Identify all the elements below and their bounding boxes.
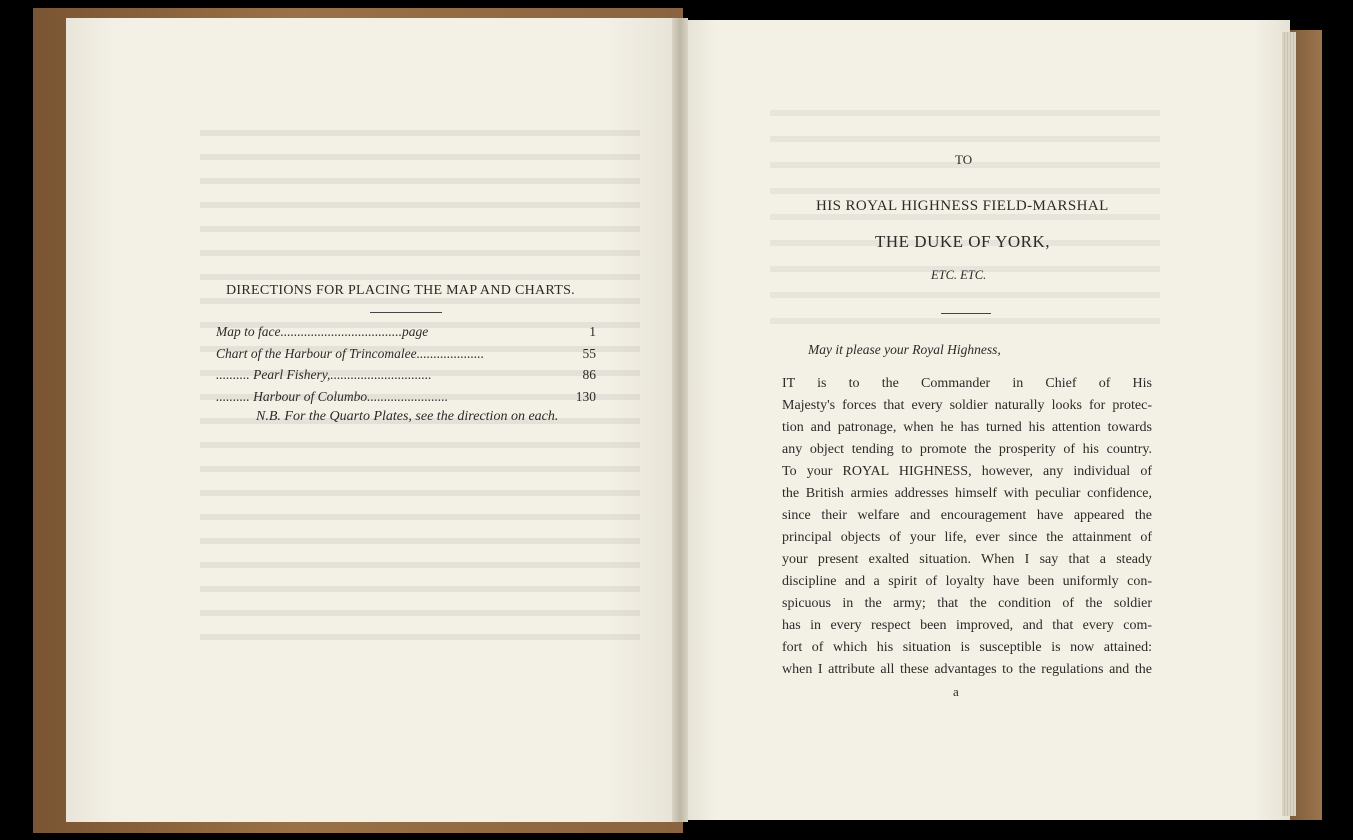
salutation: May it please your Royal Highness,	[808, 342, 1001, 357]
body-line: the British armies addresses himself with peculiar confidence,	[782, 486, 1152, 501]
show-through-text	[770, 110, 1160, 330]
quarto-plates-note: N.B. For the Quarto Plates, see the direction on each.	[256, 409, 559, 424]
body-line: when I attribute all these advantages to the regulations and the	[782, 662, 1152, 677]
toc-entry-leader: ....................................page	[280, 324, 429, 339]
body-line: tion and patronage, when he has turned his attention towards	[782, 420, 1152, 435]
toc-entry	[216, 389, 596, 405]
dedication-addressee: HIS ROYAL HIGHNESS FIELD-MARSHAL	[816, 198, 1109, 214]
dedication-etc: ETC. ETC.	[931, 268, 987, 282]
toc-entry-label: Chart of the Harbour of Trincomalee	[216, 346, 417, 361]
toc-entry	[216, 346, 596, 362]
dedication-rule	[941, 313, 991, 314]
toc-entry	[216, 324, 596, 340]
body-line: To your ROYAL HIGHNESS, however, any individual of	[782, 464, 1152, 479]
toc-entry-label: .......... Pearl Fishery,	[216, 367, 331, 382]
body-line: Majesty's forces that every soldier naturally looks for protec-	[782, 398, 1152, 413]
directions-heading: DIRECTIONS FOR PLACING THE MAP AND CHARTS.	[226, 283, 575, 298]
heading-rule	[370, 312, 442, 313]
body-line: your present exalted situation. When I say that a steady	[782, 552, 1152, 567]
toc-entry-page: 130	[575, 389, 596, 404]
toc-entry-page: 55	[582, 346, 596, 361]
toc-entry-page: 86	[582, 367, 596, 382]
body-line: fort of which his situation is susceptible is now attained:	[782, 640, 1152, 655]
body-line: principal objects of your life, ever since the attainment of	[782, 530, 1152, 545]
toc-entry-label: .......... Harbour of Columbo	[216, 389, 368, 404]
page-edges	[1282, 32, 1296, 816]
dedication-name: THE DUKE OF YORK,	[875, 232, 1051, 251]
body-line: any object tending to promote the prosperity of his country.	[782, 442, 1152, 457]
body-line: IT is to the Commander in Chief of His	[782, 376, 1152, 391]
body-line: discipline and a spirit of loyalty have been uniformly con-	[782, 574, 1152, 589]
toc-entry-leader: ..............................	[330, 367, 432, 382]
book-gutter	[672, 18, 688, 822]
body-line: has in every respect been improved, and that every com-	[782, 618, 1152, 633]
dedication-to: TO	[955, 152, 973, 167]
toc-entry-label: Map to face	[216, 324, 281, 339]
signature-mark: a	[953, 684, 959, 699]
toc-entry	[216, 367, 596, 383]
toc-entry-leader: ....................	[416, 346, 485, 361]
toc-entry-leader: ........................	[367, 389, 449, 404]
body-line: spicuous in the army; that the condition of the soldier	[782, 596, 1152, 611]
body-line: since their welfare and encouragement have appeared the	[782, 508, 1152, 523]
toc-entry-page: 1	[589, 324, 596, 339]
